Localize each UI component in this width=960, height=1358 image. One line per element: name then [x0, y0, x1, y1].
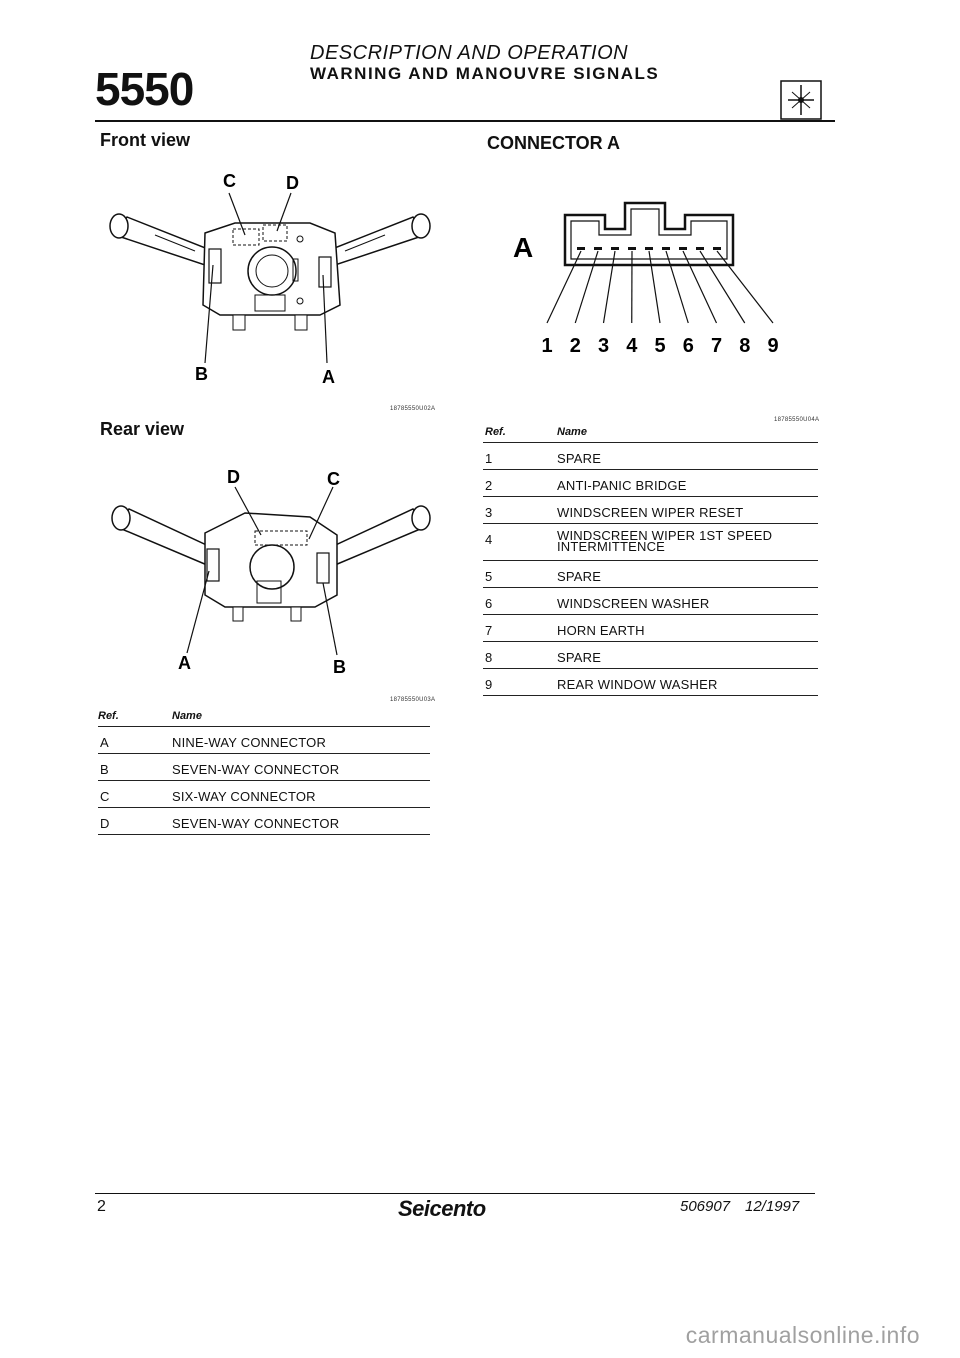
pin-label-5: 5 [654, 335, 666, 357]
left-stalk [112, 506, 215, 565]
table-row: 5 SPARE [483, 560, 818, 587]
front-callout-d: D [286, 173, 299, 193]
pin-mark-3 [611, 247, 619, 250]
table-row: 4 WINDSCREEN WIPER 1ST SPEED INTERMITTENCE [483, 523, 818, 560]
pin-leader-9 [717, 251, 773, 323]
right-stalk [327, 506, 430, 565]
table-row: 9 REAR WINDOW WASHER [483, 668, 818, 695]
col-name: Name [557, 426, 587, 438]
pin-marks [577, 247, 721, 250]
col-name: Name [172, 710, 202, 722]
front-view-diagram [95, 165, 445, 395]
table-row: 8 SPARE [483, 641, 818, 668]
rear-view-heading: Rear view [100, 419, 185, 439]
rear-callout-d: D [227, 467, 240, 487]
footer-rule [95, 1193, 815, 1194]
table-header [483, 420, 818, 442]
table-row: D SEVEN-WAY CONNECTOR [98, 807, 430, 834]
signal-group-icon [780, 80, 822, 120]
pin-label-6: 6 [682, 335, 694, 357]
switch-body [205, 513, 337, 621]
front-callout-c: C [223, 171, 236, 191]
rear-callout-a: A [178, 653, 191, 673]
table-end-rule [483, 695, 818, 696]
rear-figure-code: 18785550U03A [390, 697, 436, 703]
front-callout-a: A [322, 367, 335, 387]
connector-a-diagram [505, 195, 805, 365]
table-row: B SEVEN-WAY CONNECTOR [98, 753, 430, 780]
pin-mark-6 [662, 247, 670, 250]
brand-logo: Seicento [398, 1196, 486, 1221]
document-title: DESCRIPTION AND OPERATION [310, 42, 629, 64]
col-ref: Ref. [485, 426, 506, 438]
table-row: 1 SPARE [483, 442, 818, 469]
front-view-heading: Front view [100, 130, 191, 150]
pin-label-8: 8 [739, 335, 751, 357]
col-ref: Ref. [98, 710, 119, 722]
pin-mark-8 [696, 247, 704, 250]
pin-mark-2 [594, 247, 602, 250]
pin-label-9: 9 [767, 335, 779, 357]
pin-labels [541, 335, 778, 357]
pin-mark-5 [645, 247, 653, 250]
pin-label-3: 3 [597, 335, 610, 357]
pin-label-1: 1 [541, 335, 553, 357]
watermark: carmanualsonline.info [685, 1322, 920, 1348]
table-row: C SIX-WAY CONNECTOR [98, 780, 430, 807]
table-row: 6 WINDSCREEN WASHER [483, 587, 818, 614]
front-callout-b: B [195, 364, 208, 384]
connector-label: A [513, 232, 534, 263]
table-header [98, 704, 430, 726]
table-row: 7 HORN EARTH [483, 614, 818, 641]
table-end-rule [98, 834, 430, 835]
pin-mark-4 [628, 247, 636, 250]
section-number: 5550 [95, 63, 194, 115]
pin-label-7: 7 [710, 335, 723, 357]
pin-label-4: 4 [626, 335, 638, 357]
document-subtitle: WARNING AND MANOUVRE SIGNALS [310, 64, 660, 83]
connector-a-heading: CONNECTOR A [487, 133, 621, 153]
rear-view-diagram [95, 455, 445, 685]
pin-mark-1 [577, 247, 585, 250]
table-row: A NINE-WAY CONNECTOR [98, 726, 430, 753]
document-date: 12/1997 [745, 1198, 800, 1215]
table-row: 3 WINDSCREEN WIPER RESET [483, 496, 818, 523]
document-number: 506907 [680, 1198, 731, 1215]
right-stalk [327, 214, 430, 265]
pin-mark-9 [713, 247, 721, 250]
rear-callout-c: C [327, 469, 340, 489]
rear-callout-b: B [333, 657, 346, 677]
connector-housing [565, 203, 733, 265]
pin-mark-7 [679, 247, 687, 250]
pins-table [483, 420, 818, 696]
switch-body [203, 223, 340, 330]
connector-figure-code: 18785550U04A [774, 417, 820, 423]
front-figure-code: 18785550U02A [390, 406, 436, 412]
page-number: 2 [97, 1198, 106, 1215]
header-rule [95, 120, 835, 122]
pin-label-2: 2 [569, 335, 581, 357]
table-row: 2 ANTI-PANIC BRIDGE [483, 469, 818, 496]
components-table [98, 704, 430, 835]
left-stalk [110, 214, 213, 265]
